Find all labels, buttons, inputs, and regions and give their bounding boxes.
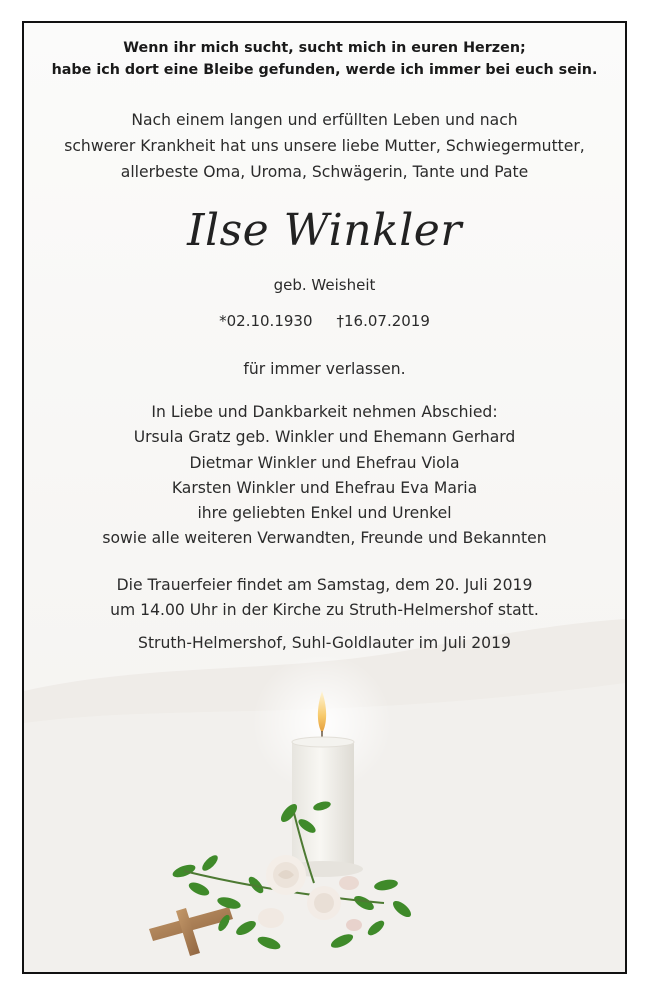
deceased-name: Ilse Winkler [187, 205, 462, 256]
service-line: Die Trauerfeier findet am Samstag, dem 20. Juli 2019 [116, 576, 533, 594]
mourner-line: Ursula Gratz geb. Winkler und Ehemann Gerhard [133, 428, 516, 447]
intro-line: allerbeste Oma, Uroma, Schwägerin, Tante und Pate [120, 163, 529, 181]
birth-date: 02.10.1930 [226, 312, 313, 330]
motto-line: Wenn ihr mich sucht, sucht mich in euren Herzen; [123, 40, 526, 56]
mourner-line: sowie alle weiteren Verwandten, Freunde und Bekannten [102, 529, 547, 548]
motto-line: habe ich dort eine Bleibe gefunden, werde ich immer bei euch sein. [51, 62, 598, 78]
mourner-line: ihre geliebten Enkel und Urenkel [197, 504, 452, 523]
life-dates [24, 310, 625, 332]
death-symbol: † [336, 312, 344, 330]
birth-name: geb. Weisheit [273, 276, 376, 294]
mourner-line: Karsten Winkler und Ehefrau Eva Maria [171, 478, 478, 497]
intro-line: schwerer Krankheit hat uns unsere liebe Mutter, Schwiegermutter, [64, 137, 585, 155]
mourner-line: Dietmar Winkler und Ehefrau Viola [189, 453, 460, 472]
death-date: 16.07.2019 [344, 312, 430, 330]
mourners-list [24, 400, 625, 552]
motto-verse [24, 37, 625, 81]
intro-text [24, 107, 625, 185]
place-and-date: Struth-Helmershof, Suhl-Goldlauter im Juli 2019 [138, 634, 511, 652]
birth-symbol: * [219, 312, 227, 330]
service-line: um 14.00 Uhr in der Kirche zu Struth-Helmershof statt. [110, 601, 539, 619]
left-text: für immer verlassen. [243, 360, 406, 378]
obituary-frame [22, 21, 627, 974]
intro-line: Nach einem langen und erfüllten Leben und nach [131, 111, 518, 129]
mourner-line: In Liebe und Dankbarkeit nehmen Abschied: [151, 403, 498, 421]
funeral-service-info [24, 573, 625, 623]
